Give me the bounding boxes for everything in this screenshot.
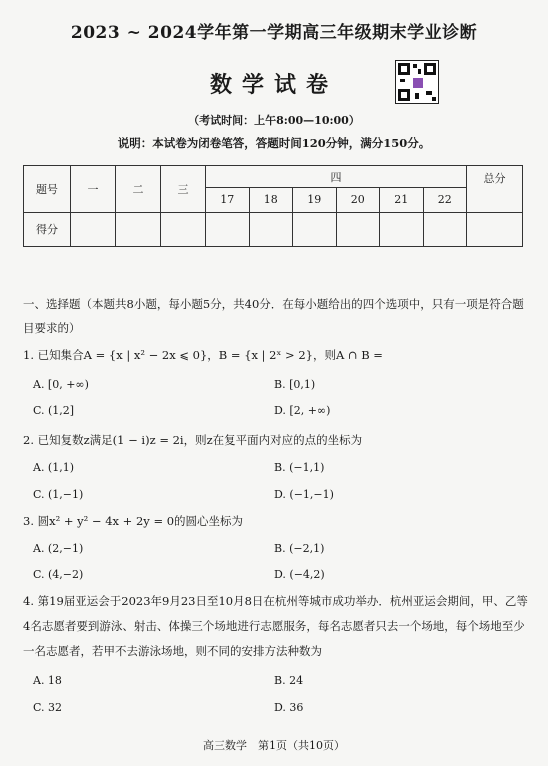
question-3-option-c: C. (4,−2) (33, 568, 84, 581)
question-2-option-c: C. (1,−1) (33, 488, 84, 501)
exam-note: 说明：本试卷为闭卷笔答，答题时间120分钟，满分150分。 (117, 136, 431, 150)
question-4-option-c: C. 32 (33, 701, 63, 714)
question-3-option-a: A. (2,−1) (33, 542, 84, 555)
question-2-option-b: B. (−1,1) (274, 461, 325, 474)
question-3-option-b: B. (−2,1) (274, 542, 325, 555)
score-cell (336, 212, 380, 246)
score-cell (249, 212, 293, 246)
score-cell (467, 212, 523, 246)
section-heading: 一、选择题（本题共8小题，每小题5分，共40分．在每小题给出的四个选项中，只有一项是符合题目要求的） (23, 297, 524, 335)
question-1-option-d: D. [2, +∞) (274, 404, 331, 417)
sub-col-18: 18 (249, 188, 293, 212)
col-total: 总分 (467, 166, 523, 213)
score-cell (116, 212, 161, 246)
header-title: 2023 ~ 2024学年第一学期高三年级期末学业诊断 (70, 23, 478, 43)
col-four: 四 (206, 166, 467, 188)
question-4-stem: 4. 第19届亚运会于2023年9月23日至10月8日在杭州等城市成功举办．杭州亚运会期间，甲、乙等4名志愿者要到游泳、射击、体操三个场地进行志愿服务，每名志愿者只去一个场地，每个场地至少一名志愿者，若甲不去游泳场地，则不同的安排方法种数为 (23, 594, 528, 658)
col-three: 三 (161, 166, 206, 213)
question-1-option-a: A. [0, +∞) (33, 378, 89, 391)
score-cell (71, 212, 116, 246)
score-cell (293, 212, 337, 246)
question-1-stem: 1. 已知集合A = {x | x² − 2x ⩽ 0}，B = {x | 2ˣ > 2}，则A ∩ B = (23, 348, 383, 362)
question-2-option-d: D. (−1,−1) (274, 488, 334, 501)
qr-code-icon (395, 60, 439, 104)
question-4-option-b: B. 24 (274, 674, 304, 687)
question-4-option-a: A. 18 (33, 674, 62, 687)
question-2-stem: 2. 已知复数z满足(1 − i)z = 2i，则z在复平面内对应的点的坐标为 (23, 433, 363, 447)
score-table (23, 165, 523, 247)
score-cell (206, 212, 250, 246)
question-2-option-a: A. (1,1) (33, 461, 75, 474)
sub-col-22: 22 (423, 188, 467, 212)
score-cell (161, 212, 206, 246)
row-label-score: 得分 (24, 212, 71, 246)
score-cell (380, 212, 424, 246)
question-3-option-d: D. (−4,2) (274, 568, 325, 581)
score-cell (423, 212, 467, 246)
question-3-stem: 3. 圆x² + y² − 4x + 2y = 0的圆心坐标为 (23, 514, 244, 528)
sub-col-17: 17 (206, 188, 250, 212)
col-one: 一 (71, 166, 116, 213)
sub-col-20: 20 (336, 188, 380, 212)
exam-time: （考试时间：上午8:00—10:00） (188, 114, 360, 127)
col-two: 二 (116, 166, 161, 213)
question-1-option-b: B. [0,1) (274, 378, 316, 391)
sub-col-21: 21 (380, 188, 424, 212)
question-1-option-c: C. (1,2] (33, 404, 75, 417)
page-footer: 高三数学 第1页（共10页） (203, 739, 345, 752)
exam-title: 数学试卷 (209, 72, 338, 98)
sub-col-19: 19 (293, 188, 337, 212)
question-4-option-d: D. 36 (274, 701, 304, 714)
row-label-number: 题号 (24, 166, 71, 213)
